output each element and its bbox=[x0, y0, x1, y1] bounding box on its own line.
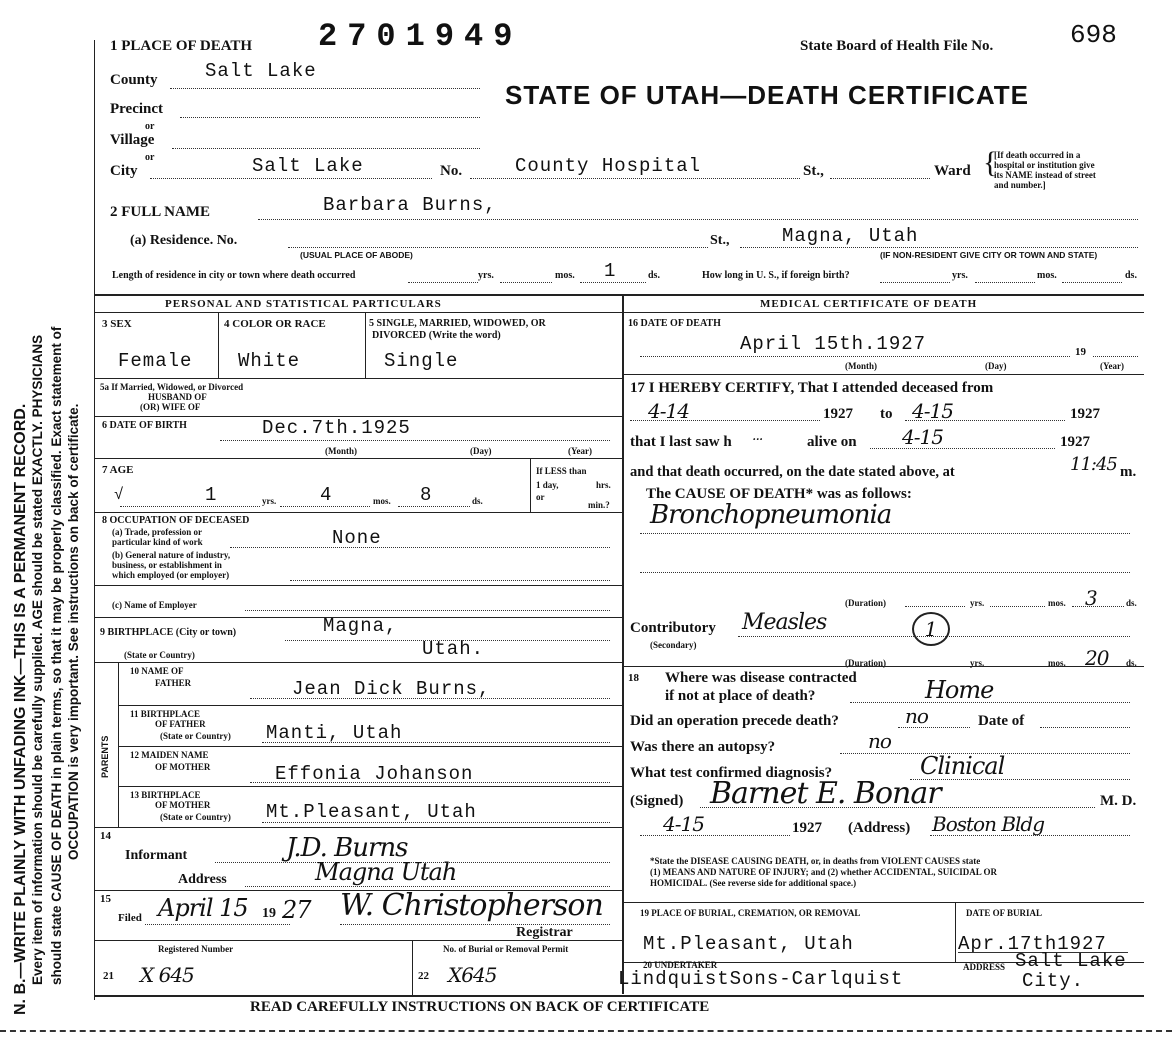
dob-day: (Day) bbox=[470, 446, 492, 456]
contributory-duration-label: (Duration) bbox=[845, 658, 886, 668]
length-mos-line bbox=[500, 282, 552, 283]
husband-of-label: HUSBAND OF bbox=[148, 392, 207, 402]
father-value: Jean Dick Burns, bbox=[292, 678, 491, 700]
street-value: County Hospital bbox=[515, 155, 702, 177]
where-contracted-value: Home bbox=[925, 676, 994, 704]
row-rule-1 bbox=[94, 378, 622, 379]
color-label: 4 COLOR OR RACE bbox=[224, 318, 326, 330]
contributory-mos: mos. bbox=[1048, 658, 1066, 668]
marital-label: 5 SINGLE, MARRIED, WIDOWED, OR bbox=[369, 318, 546, 329]
age-months: 4 bbox=[320, 484, 333, 506]
city-value: Salt Lake bbox=[252, 155, 364, 177]
item-18: 18 bbox=[628, 672, 639, 684]
length-mos-value: 1 bbox=[604, 260, 617, 282]
birthplace-state-label: (State or Country) bbox=[124, 650, 195, 660]
filed-label: Filed bbox=[118, 912, 142, 924]
mother-birthplace-label: 13 BIRTHPLACE bbox=[130, 790, 201, 800]
test-value: Clinical bbox=[920, 752, 1005, 780]
length-yrs-line bbox=[408, 282, 478, 283]
frame-left-line bbox=[94, 40, 95, 1000]
occupation-value: None bbox=[332, 527, 382, 549]
medical-rule-2 bbox=[622, 666, 1144, 667]
undertaker-label: 20 UNDERTAKER bbox=[643, 960, 718, 970]
length-yrs: yrs. bbox=[478, 270, 494, 281]
signed-date: 4-15 bbox=[663, 812, 704, 836]
cause-line-2 bbox=[640, 572, 1130, 573]
full-name-label: 2 FULL NAME bbox=[110, 204, 211, 220]
ward-note-3: its NAME instead of street bbox=[994, 170, 1096, 180]
full-name-line bbox=[258, 219, 1138, 220]
employer-label: (c) Name of Employer bbox=[112, 600, 197, 610]
age-ds-unit: ds. bbox=[472, 496, 483, 506]
marital-label-2: DIVORCED (Write the word) bbox=[372, 330, 501, 341]
contributory-ds: ds. bbox=[1126, 658, 1137, 668]
age-days: 8 bbox=[420, 484, 433, 506]
cause-yrs: yrs. bbox=[970, 598, 985, 608]
sex-color-divider bbox=[218, 312, 219, 378]
contributory-label: Contributory bbox=[630, 620, 716, 636]
st-label: St., bbox=[803, 163, 824, 179]
cause-ds-line bbox=[1072, 606, 1124, 607]
side-note-line3: should state CAUSE OF DEATH in plain terms, so that it may be properly classified. Exact statement of bbox=[49, 326, 64, 985]
sex-value: Female bbox=[118, 350, 193, 372]
date-of-death-label: 16 DATE OF DEATH bbox=[628, 318, 721, 329]
length-ds: ds. bbox=[648, 270, 660, 281]
row-rule-5 bbox=[94, 585, 622, 586]
secondary-label: (Secondary) bbox=[650, 640, 697, 650]
age-check: √ bbox=[114, 486, 125, 504]
dod-day: (Day) bbox=[985, 361, 1007, 371]
informant-signature: J.D. Burns bbox=[286, 833, 408, 863]
mother-birthplace-label-3: (State or Country) bbox=[160, 812, 231, 822]
burial-date-value: Apr.17th1927 bbox=[958, 933, 1107, 955]
marital-value: Single bbox=[384, 350, 459, 372]
informant-label: Informant bbox=[125, 848, 188, 863]
parents-divider bbox=[118, 662, 119, 827]
physician-address-label: (Address) bbox=[848, 820, 911, 836]
ward-note-1: [If death occurred in a bbox=[994, 150, 1081, 160]
row-rule-11 bbox=[94, 827, 622, 828]
burial-permit-value: X645 bbox=[448, 963, 497, 987]
cause-of-death-label: The CAUSE OF DEATH* was as follows: bbox=[646, 486, 912, 502]
section-sub-rule bbox=[94, 312, 1144, 313]
burial-date-label: DATE OF BURIAL bbox=[966, 908, 1043, 918]
dob-line bbox=[220, 440, 610, 441]
registrar-label: Registrar bbox=[516, 925, 573, 940]
cause-of-death-value: Bronchopneumonia bbox=[650, 500, 892, 530]
father-birthplace-value: Manti, Utah bbox=[266, 722, 403, 744]
residence-st-line bbox=[740, 247, 1138, 248]
operation-date-line bbox=[1040, 727, 1130, 728]
item-22: 22 bbox=[418, 970, 429, 982]
alive-on-label: alive on bbox=[807, 434, 857, 450]
village-line bbox=[172, 148, 480, 149]
employer-line bbox=[245, 610, 610, 611]
dob-label: 6 DATE OF BIRTH bbox=[102, 420, 187, 431]
side-note-line2: Every item of information should be carefully supplied. AGE should be stated EXACTLY. PHYSICIANS bbox=[30, 334, 45, 985]
physician-signature: Barnet E. Bonar bbox=[710, 776, 941, 811]
sex-label: 3 SEX bbox=[102, 318, 132, 330]
cause-duration-label: (Duration) bbox=[845, 598, 886, 608]
physician-address: Boston Bldg bbox=[932, 812, 1045, 836]
row-rule-9 bbox=[118, 746, 622, 747]
informant-address-signature: Magna Utah bbox=[315, 858, 457, 886]
age-mos-line bbox=[280, 506, 370, 507]
dob-year: (Year) bbox=[568, 446, 592, 456]
where-contracted-label-2: if not at place of death? bbox=[665, 688, 816, 704]
usual-place-note: (USUAL PLACE OF ABODE) bbox=[300, 250, 413, 260]
autopsy-value: no bbox=[868, 729, 891, 753]
signed-year: 1927 bbox=[792, 820, 822, 836]
father-label-2: FATHER bbox=[155, 678, 192, 688]
last-saw-label: that I last saw h bbox=[630, 434, 732, 450]
dod-year: (Year) bbox=[1100, 361, 1124, 371]
cause-mos-line bbox=[990, 606, 1045, 607]
alive-year: 1927 bbox=[1060, 434, 1090, 450]
attended-year-1: 1927 bbox=[823, 406, 853, 422]
occupation-line bbox=[230, 547, 610, 548]
st-line bbox=[830, 178, 930, 179]
us-yrs-line bbox=[880, 282, 950, 283]
cause-duration-months: 3 bbox=[1085, 586, 1097, 610]
occupation-a-label: (a) Trade, profession or bbox=[112, 527, 202, 537]
ward-label: Ward bbox=[934, 163, 971, 179]
medical-rule-3 bbox=[622, 902, 1144, 903]
us-mos-line bbox=[975, 282, 1035, 283]
date-of-death-value: April 15th.1927 bbox=[740, 333, 927, 355]
md-label: M. D. bbox=[1100, 793, 1137, 809]
place-of-death-label: 1 PLACE OF DEATH bbox=[110, 38, 253, 54]
registered-number-value: X 645 bbox=[140, 963, 194, 987]
autopsy-label: Was there an autopsy? bbox=[630, 739, 776, 755]
precinct-line bbox=[180, 117, 480, 118]
us-yrs: yrs. bbox=[952, 270, 968, 281]
mother-label: 12 MAIDEN NAME bbox=[130, 750, 209, 760]
residence-line bbox=[288, 247, 708, 248]
precinct-label: Precinct bbox=[110, 101, 164, 117]
operation-date-label: Date of bbox=[978, 713, 1025, 729]
perforation-line bbox=[0, 1030, 1172, 1032]
contributory-duration-days: 20 bbox=[1085, 646, 1109, 670]
personal-section-title: PERSONAL AND STATISTICAL PARTICULARS bbox=[165, 298, 442, 310]
burial-divider bbox=[955, 902, 956, 962]
registrar-signature: W. Christopherson bbox=[340, 888, 603, 923]
county-value: Salt Lake bbox=[205, 60, 317, 82]
footer-instructions: READ CAREFULLY INSTRUCTIONS ON BACK OF CERTIFICATE bbox=[250, 999, 710, 1015]
occupation-b-label-2: business, or establishment in bbox=[112, 560, 222, 570]
row-rule-10 bbox=[118, 786, 622, 787]
signed-label: (Signed) bbox=[630, 793, 684, 809]
full-name-value: Barbara Burns, bbox=[323, 194, 497, 216]
age-yrs-unit: yrs. bbox=[262, 496, 277, 506]
one-day-label: 1 day, bbox=[536, 480, 559, 490]
row-rule-7 bbox=[94, 662, 622, 663]
informant-address-label: Address bbox=[178, 872, 227, 887]
if-less-divider bbox=[530, 458, 531, 512]
serial-number: 2701949 bbox=[318, 18, 523, 55]
medical-rule-1 bbox=[622, 374, 1144, 375]
mother-value: Effonia Johanson bbox=[275, 763, 474, 785]
cause-mos: mos. bbox=[1048, 598, 1066, 608]
alive-on-line bbox=[870, 448, 1055, 449]
no-line bbox=[470, 178, 800, 179]
residence-label: (a) Residence. No. bbox=[130, 233, 238, 248]
age-mos-unit: mos. bbox=[373, 496, 391, 506]
date-of-death-line bbox=[640, 356, 1070, 357]
filed-year-prefix: 19 bbox=[262, 906, 276, 921]
age-label: 7 AGE bbox=[102, 464, 134, 476]
ward-note-4: and number.] bbox=[994, 180, 1046, 190]
wife-of-label: (OR) WIFE OF bbox=[140, 402, 201, 412]
filed-date: April 15 bbox=[158, 894, 248, 922]
center-divider bbox=[622, 294, 624, 994]
age-yrs-line bbox=[120, 506, 260, 507]
burial-place-label: 19 PLACE OF BURIAL, CREMATION, OR REMOVAL bbox=[640, 908, 861, 918]
no-label: No. bbox=[440, 163, 463, 179]
or-2: or bbox=[145, 152, 155, 163]
length-mos: mos. bbox=[555, 270, 575, 281]
medical-section-title: MEDICAL CERTIFICATE OF DEATH bbox=[760, 298, 978, 310]
color-single-divider bbox=[365, 312, 366, 378]
certify-statement: 17 I HEREBY CERTIFY, That I attended deceased from bbox=[630, 380, 994, 396]
parents-label: PARENTS bbox=[100, 735, 110, 778]
frame-bottom-line bbox=[94, 995, 1144, 997]
attended-to-label: to bbox=[880, 406, 893, 422]
us-mos: mos. bbox=[1037, 270, 1057, 281]
death-time: 11:45 bbox=[1070, 454, 1117, 475]
death-time-m: m. bbox=[1120, 464, 1137, 480]
mother-birthplace-label-2: OF MOTHER bbox=[155, 800, 211, 810]
informant-address-line bbox=[245, 886, 610, 887]
alive-on-date: 4-15 bbox=[902, 425, 943, 449]
occupation-a-label-2: particular kind of work bbox=[112, 537, 203, 547]
length-ds-line bbox=[580, 282, 646, 283]
birthplace-state: Utah. bbox=[422, 638, 485, 660]
side-note-line4: OCCUPATION is very important. See instructions on back of certificate. bbox=[66, 403, 81, 860]
file-no-value: 698 bbox=[1070, 20, 1117, 50]
mother-label-2: OF MOTHER bbox=[155, 762, 211, 772]
burial-permit-label: No. of Burial or Removal Permit bbox=[443, 944, 569, 954]
residence-st-label: St., bbox=[710, 233, 730, 248]
item-21: 21 bbox=[103, 970, 114, 982]
certificate-title: STATE OF UTAH—DEATH CERTIFICATE bbox=[505, 80, 1029, 110]
us-ds-line bbox=[1062, 282, 1122, 283]
where-contracted-label: Where was disease contracted bbox=[665, 670, 857, 686]
footnote-2: (1) MEANS AND NATURE OF INJURY; and (2) whether ACCIDENTAL, SUICIDAL OR bbox=[650, 867, 998, 877]
city-line bbox=[150, 178, 432, 179]
father-birthplace-label-3: (State or Country) bbox=[160, 731, 231, 741]
father-birthplace-label-2: OF FATHER bbox=[155, 719, 206, 729]
cause-ds: ds. bbox=[1126, 598, 1137, 608]
footnote-1: *State the DISEASE CAUSING DEATH, or, in deaths from VIOLENT CAUSES state bbox=[650, 856, 981, 866]
dob-value: Dec.7th.1925 bbox=[262, 417, 411, 439]
file-no-label: State Board of Health File No. bbox=[800, 38, 994, 54]
filed-year: 27 bbox=[282, 896, 311, 924]
contributory-value: Measles bbox=[742, 610, 827, 635]
dob-month: (Month) bbox=[325, 446, 357, 456]
min-label: min.? bbox=[588, 500, 610, 510]
birthplace-label: 9 BIRTHPLACE (City or town) bbox=[100, 627, 237, 638]
test-label: What test confirmed diagnosis? bbox=[630, 765, 833, 781]
or-label: or bbox=[536, 492, 545, 502]
occupation-label: 8 OCCUPATION OF DECEASED bbox=[102, 515, 250, 526]
dod-year-line bbox=[1093, 356, 1138, 357]
father-birthplace-label: 11 BIRTHPLACE bbox=[130, 709, 200, 719]
cause-line-1 bbox=[640, 533, 1130, 534]
operation-value: no bbox=[905, 704, 928, 728]
undertaker-value: LindquistSons-Carlquist bbox=[618, 968, 904, 990]
county-label: County bbox=[110, 72, 158, 88]
contributory-circled-number: 1 bbox=[912, 612, 950, 646]
us-ds: ds. bbox=[1125, 270, 1137, 281]
section-top-rule bbox=[94, 294, 1144, 296]
contributory-yrs: yrs. bbox=[970, 658, 985, 668]
item-15: 15 bbox=[100, 893, 111, 905]
color-value: White bbox=[238, 350, 301, 372]
father-label: 10 NAME OF bbox=[130, 666, 184, 676]
city-label: City bbox=[110, 163, 138, 179]
registered-number-label: Registered Number bbox=[158, 944, 234, 954]
industry-line bbox=[290, 580, 610, 581]
attended-to: 4-15 bbox=[912, 399, 953, 423]
cause-yrs-line bbox=[905, 606, 965, 607]
age-years: 1 bbox=[205, 484, 218, 506]
dod-year-prefix: 19 bbox=[1075, 346, 1086, 358]
how-long-us-label: How long in U. S., if foreign birth? bbox=[702, 270, 850, 281]
if-less-label: If LESS than bbox=[536, 466, 587, 476]
item-14: 14 bbox=[100, 830, 111, 842]
occupation-b-label: (b) General nature of industry, bbox=[112, 550, 231, 560]
row-rule-3 bbox=[94, 458, 622, 459]
footnote-3: HOMICIDAL. (See reverse side for additional space.) bbox=[650, 878, 857, 888]
ward-note-2: hospital or institution give bbox=[994, 160, 1095, 170]
filed-line bbox=[145, 924, 290, 925]
mother-birthplace-value: Mt.Pleasant, Utah bbox=[266, 801, 477, 823]
county-line bbox=[170, 88, 480, 89]
age-ds-line bbox=[398, 506, 470, 507]
length-of-residence-label: Length of residence in city or town where death occurred bbox=[112, 270, 356, 281]
residence-value: Magna, Utah bbox=[782, 225, 919, 247]
operation-label: Did an operation precede death? bbox=[630, 713, 839, 729]
nonresident-note: (IF NON-RESIDENT GIVE CITY OR TOWN AND STATE) bbox=[880, 250, 1098, 260]
village-label: Village bbox=[110, 132, 155, 148]
birthplace-city: Magna, bbox=[323, 615, 398, 637]
death-occurred-label: and that death occurred, on the date stated above, at bbox=[630, 464, 955, 480]
married-label: 5a If Married, Widowed, or Divorced bbox=[100, 382, 244, 392]
undertaker-address-1: Salt Lake bbox=[1015, 950, 1127, 972]
attended-from: 4-14 bbox=[648, 399, 689, 423]
or-1: or bbox=[145, 121, 155, 132]
ward-brace: { bbox=[983, 146, 998, 179]
row-rule-4 bbox=[94, 512, 622, 513]
occupation-b-label-3: which employed (or employer) bbox=[112, 570, 230, 580]
hrs-label: hrs. bbox=[596, 480, 611, 490]
reg-permit-divider bbox=[412, 940, 413, 995]
undertaker-address-2: City. bbox=[1022, 970, 1085, 992]
row-rule-8 bbox=[118, 705, 622, 706]
side-note-permanent-record: N. B.—WRITE PLAINLY WITH UNFADING INK—THIS IS A PERMANENT RECORD. bbox=[12, 403, 29, 1015]
undertaker-address-label: ADDRESS bbox=[963, 962, 1006, 972]
dod-month: (Month) bbox=[845, 361, 877, 371]
attended-year-2: 1927 bbox=[1070, 406, 1100, 422]
last-saw-pronoun: ... bbox=[752, 428, 763, 444]
burial-place-value: Mt.Pleasant, Utah bbox=[643, 933, 854, 955]
